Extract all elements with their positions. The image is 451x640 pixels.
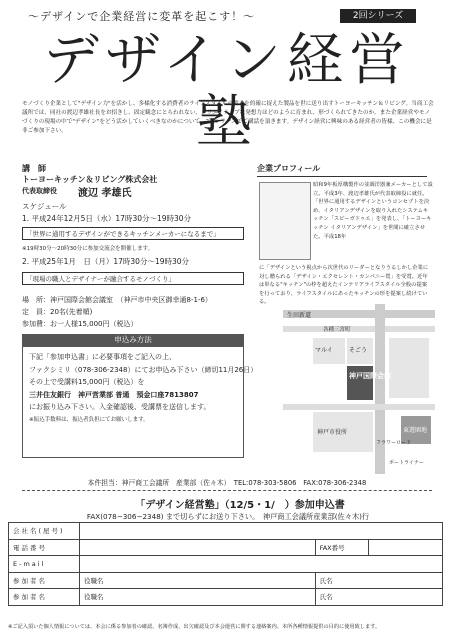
profile-heading: 企業プロフィール	[257, 164, 321, 173]
apply-line: ※振込手数料は、振込者負担にてお願いします。	[29, 416, 149, 423]
fax-field[interactable]	[368, 539, 442, 556]
cut-line	[22, 490, 432, 491]
position-label: 役職名	[84, 576, 104, 585]
map-label-road1: 生田新道	[287, 312, 312, 319]
capacity: 定 員：20名(先着順)	[22, 308, 93, 316]
portrait-photo	[259, 182, 311, 260]
page-title: デザイン経営塾	[42, 28, 412, 155]
attendee-label: 参加者名	[9, 589, 80, 606]
email-label: E-mail	[9, 556, 80, 573]
map-label-sogo: そごう	[349, 347, 368, 354]
position-field[interactable]	[80, 589, 316, 606]
map-label-city: 神戸市役所	[317, 429, 348, 436]
access-map	[283, 304, 435, 474]
session-1-topic: 「世界に通用するデザインができるキッチンメーカーになるまで」	[22, 227, 244, 240]
map-road	[283, 326, 435, 332]
name-label: 氏名	[319, 593, 333, 602]
apply-line: その上で受講料15,000円（税込）を	[29, 378, 145, 386]
email-field[interactable]	[80, 556, 443, 573]
map-road	[283, 404, 435, 410]
session-2-topic: 「現場の職人とデザイナーが融合するモノづくり」	[22, 272, 244, 285]
tel-label: 電話番号	[9, 539, 80, 556]
apply-heading: 申込み方法	[22, 334, 244, 346]
profile-text-continued: に「デザインという視点から次世代のリーダーとなりうるしかし企業に対し贈られる「デザイン・エクセレント・カンパニー賞」を受賞。近年は単なる"キッチン"の枠を超えたインテリアライフスタイル全般の提案を行っており、ライフスタイルにあったキッチンの形を提案し続けている。	[259, 265, 429, 306]
fee: 参加費：お一人様15,000円（税込）	[22, 320, 138, 328]
position-label: 役職名	[84, 593, 104, 602]
schedule-heading: スケジュール	[22, 202, 67, 211]
apply-instructions	[22, 346, 258, 458]
map-label-portliner: ポートライナー	[389, 460, 424, 466]
map-block	[389, 338, 429, 398]
profile-text: 昭和9年板厚構製作の並調洋器兼メーカーとして設立。平成3年、渡辺孝雄氏が代表取締役に就任。「世界に通用するデザインというコンセプトを決め、イタリアンデザインを取り入れたシステムキッチン「スピーガドゥエ」を発表し、「トーヨーキッチン イタリアンデザイン」を世間に確立させた。平成18年	[313, 182, 433, 240]
position-field[interactable]	[80, 572, 316, 589]
footnote: ※ご記入頂いた個人情報については、本会に係る参加者の確認、名簿作成、出欠確認及び本会運営に関する連絡案内、本所各種情報提供の目的に使用致します。	[8, 624, 381, 630]
map-label-park: 東遊園地	[403, 427, 428, 434]
lecturer-role: 代表取締役	[22, 187, 57, 195]
session-1-date: 1. 平成24年12月5日（水）17時30分～19時30分	[22, 214, 192, 223]
venue: 場 所：神戸国際会館会議室 （神戸市中央区御幸通8-1-6）	[22, 296, 212, 304]
apply-line: ファクシミリ（078-306-2348）にてお申込み下さい（締切11月26日）	[29, 365, 258, 374]
intro-text: モノづくり企業として"デザイン力"を活かし、多様化する消費者のライフスタイルの要求を的確に捉えた製品を世に送り出すトーヨーキッチン＆リビング。当商工会議所では、同社の渡辺孝雄社長をお招きし、固定観念にとらわれない、クリエイティブな発想力はどのように育まれ、形づくられてきたのか。また企業経営やモノづくりの現場の中で"デザイン"をどう活かしていくべきなのかについて、2回シリーズでご講話を頂きます。デザイン経営に興味のある経営者の皆様、この機会に是非ご参加下さい。	[22, 101, 434, 134]
map-label-flower: フラワーロード	[376, 440, 412, 446]
application-form	[8, 522, 443, 606]
fax-instruction: FAX(078−306−2348) まで切らずにお送り下さい。 神戸商工会議所産業部(佐々木)行	[86, 512, 370, 521]
subtitle: ～デザインで企業経営に変革を起こす！～	[28, 10, 256, 23]
name-label: 氏名	[319, 576, 333, 585]
form-title: 「デザイン経営塾」（12/5・1/ ）参加申込書	[135, 500, 345, 511]
name-field[interactable]	[315, 589, 442, 606]
apply-line: 下記「参加申込書」に必要事項をご記入の上、	[29, 353, 176, 361]
company-label: 会社名(屋号)	[9, 523, 80, 540]
lecturer-name: 渡辺 孝雄氏	[78, 188, 132, 199]
apply-line: 三井住友銀行 神戸営業部 普通 預金口座7813807	[29, 390, 199, 399]
company-field[interactable]	[80, 523, 443, 540]
map-label-road2: 各種三宮町	[323, 327, 351, 333]
contact-line: 本件担当：神戸商工会議所 産業部（佐々木） TEL:078-303-5806 FAX:078-306-2348	[87, 479, 367, 487]
apply-line: にお振り込み下さい。入金確認後、受講票を送信します。	[29, 403, 211, 411]
session-2-date: 2. 平成25年1月 日（月）17時30分～19時30分	[22, 257, 190, 266]
fax-label: FAX番号	[315, 539, 368, 556]
divider	[257, 176, 427, 177]
map-label-kaikan: 神戸国際会館	[349, 372, 391, 380]
lecturer-heading: 講 師	[22, 164, 46, 173]
map-road	[375, 304, 385, 474]
attendee-label: 参加者名	[9, 572, 80, 589]
name-field[interactable]	[315, 572, 442, 589]
map-label-marui: マルイ	[315, 347, 333, 354]
lecturer-company: トーヨーキッチン＆リビング株式会社	[22, 175, 158, 184]
tel-field[interactable]	[80, 539, 316, 556]
session-1-note: ※19時30分～20時30分に参加交流会を開催します。	[22, 246, 154, 252]
series-badge: 2回シリーズ	[340, 9, 416, 23]
